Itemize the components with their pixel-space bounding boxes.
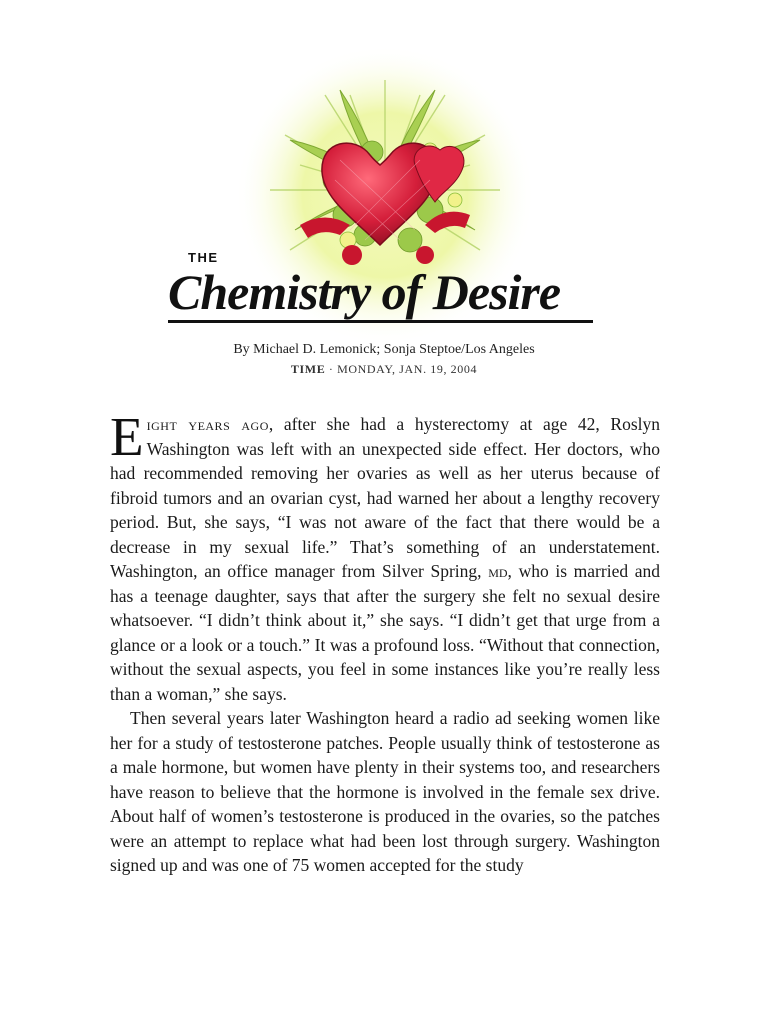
article-body	[110, 406, 661, 878]
paragraph-1-text-b: , who is married and has a teenage daughter, says that after the surgery she felt no sexual desire whatsoever. “I didn’t think about it,” she says. “I didn’t get that urge from a glance or a look or a touch.” It was a profound loss. “Without that connection, without the sexual aspects, you feel in some instances like you’re really less than a woman,” she says.	[110, 561, 661, 704]
state-abbrev: md	[488, 561, 508, 581]
lead-in: ight years ago	[146, 414, 269, 434]
publication-date: MONDAY, JAN. 19, 2004	[337, 362, 478, 376]
byline: By Michael D. Lemonick; Sonja Steptoe/Los Angeles	[233, 342, 535, 357]
title-underline	[168, 320, 593, 323]
paragraph-1-text-a: , after she had a hysterectomy at age 42, Roslyn Washington was left with an unexpected side effect. Her doctors, who had recommended removing her ovaries as well as her uterus because of fibroid tumors and an ovarian cyst, had warned her about a lengthy recovery period. But, she says, “I was not aware of the fact that there would be a decrease in my sexual life.” That’s something of an understatement. Washington, an office manager from Silver Spring,	[110, 414, 661, 581]
drop-cap: E	[110, 406, 144, 467]
title-kicker: THE	[188, 250, 219, 265]
paragraph-1	[110, 406, 661, 706]
publication-name: TIME	[290, 362, 326, 376]
dateline-separator: ·	[325, 362, 338, 376]
paragraph-2: Then several years later Washington heard a radio ad seeking women like her for a study of testosterone patches. People usually think of testosterone as a male hormone, but women have plenty in their systems too, and researchers have reason to believe that the hormone is involved in the female sex drive. About half of women’s testosterone is produced in the ovaries, so the patches were an attempt to replace what had been lost through surgery. Washington signed up and was one of 75 women accepted for the study	[110, 708, 660, 875]
article-title: Chemistry of Desire	[168, 264, 561, 320]
dateline	[0, 362, 768, 377]
